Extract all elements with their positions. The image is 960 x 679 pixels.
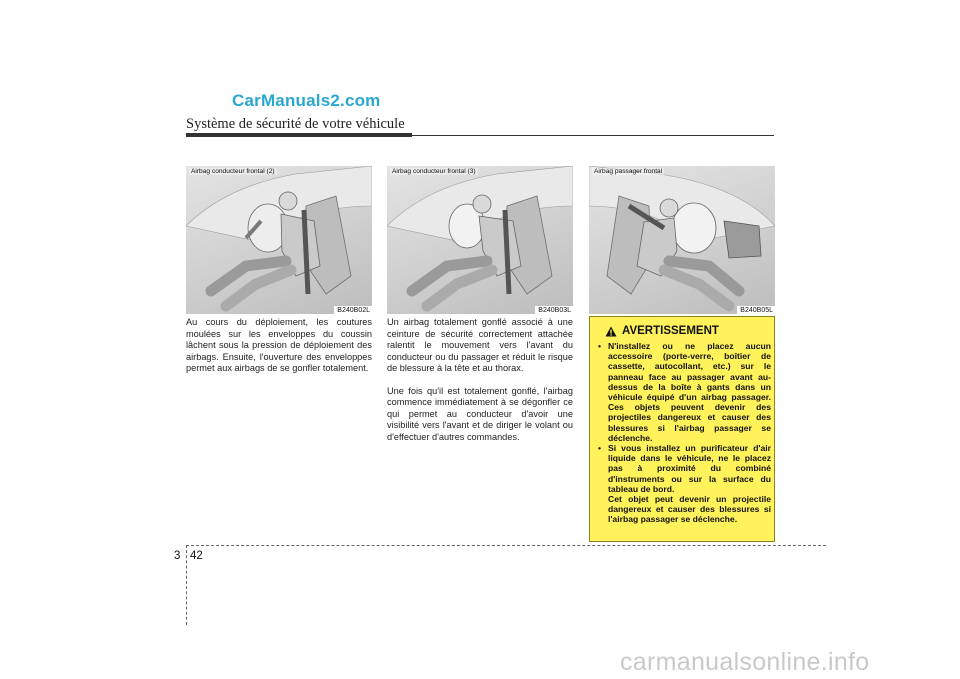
warning-item-continuation: Cet objet peut devenir un projectile dangereux et causer des blessures si l'airbag passager se déclenche. [608,494,771,525]
driver-airbag-illustration [387,166,573,314]
warning-item [596,443,771,525]
figure-caption: Airbag passager frontal [594,168,663,175]
bullet-icon: • [598,443,602,454]
warning-item [596,341,771,443]
warning-list [596,341,771,525]
warning-item-text: N'installez ou ne placez aucun accessoire (porte-verre, boîtier de cassette, autocollant, etc.) sur le panneau face au passager avant au-dessus de la boîte à gants dans un véhicule équipé d'un airbag passager. Ces objets peuvent devenir des projectiles dangereux et causer des blessures si l'airbag passager se déclenche. [608,341,771,443]
column-2-text [387,317,573,454]
page-number [174,550,203,562]
figure-code: B240B05L [737,306,775,314]
section-title: Système de sécurité de votre véhicule [186,116,405,132]
paragraph: Une fois qu'il est totalement gonflé, l'airbag commence immédiatement à se dégonfler ce qui permet au conducteur d'avoir une visibilité vers l'avant et de diriger le volant ou d'effectuer d'autres commandes. [387,385,573,442]
page-number-value: 42 [190,550,203,562]
footer-dashed-rule [186,545,826,546]
warning-box [589,316,775,542]
figure-driver-airbag-3 [387,166,573,314]
warning-triangle-icon [605,326,617,337]
driver-airbag-illustration [186,166,372,314]
warning-title: AVERTISSEMENT [622,325,719,337]
header-bar [186,133,412,137]
figure-driver-airbag-2 [186,166,372,314]
passenger-airbag-illustration [589,166,775,314]
figure-caption: Airbag conducteur frontal (3) [392,168,476,175]
figure-caption: Airbag conducteur frontal (2) [191,168,275,175]
warning-heading [605,325,719,337]
column-1-text [186,317,372,386]
watermark-carmanualsonline: carmanualsonline.info [620,648,870,676]
paragraph: Un airbag totalement gonflé associé à une ceinture de sécurité correctement attachée ralentit le mouvement vers l'avant du conducteur ou du passager et réduit le risque de blessure à la tête et au thorax. [387,317,573,373]
chapter-number: 3 [174,550,181,562]
figure-passenger-airbag [589,166,775,314]
warning-item-text: Si vous installez un purificateur d'air liquide dans le véhicule, ne le placez pas à proximité du combiné d'instruments ou sur la surface du tableau de bord. [608,443,771,494]
paragraph: Au cours du déploiement, les coutures moulées sur les enveloppes du coussin lâchent sous la pression de déploiement des airbags. Ensuite, l'ouverture des enveloppes permet aux airbags de se gonfler totalement. [186,317,372,373]
figure-code: B240B03L [535,306,573,314]
watermark-carmanuals2: CarManuals2.com [232,91,381,110]
header-rule [412,135,774,136]
figure-code: B240B02L [334,306,372,314]
bullet-icon: • [598,341,602,351]
